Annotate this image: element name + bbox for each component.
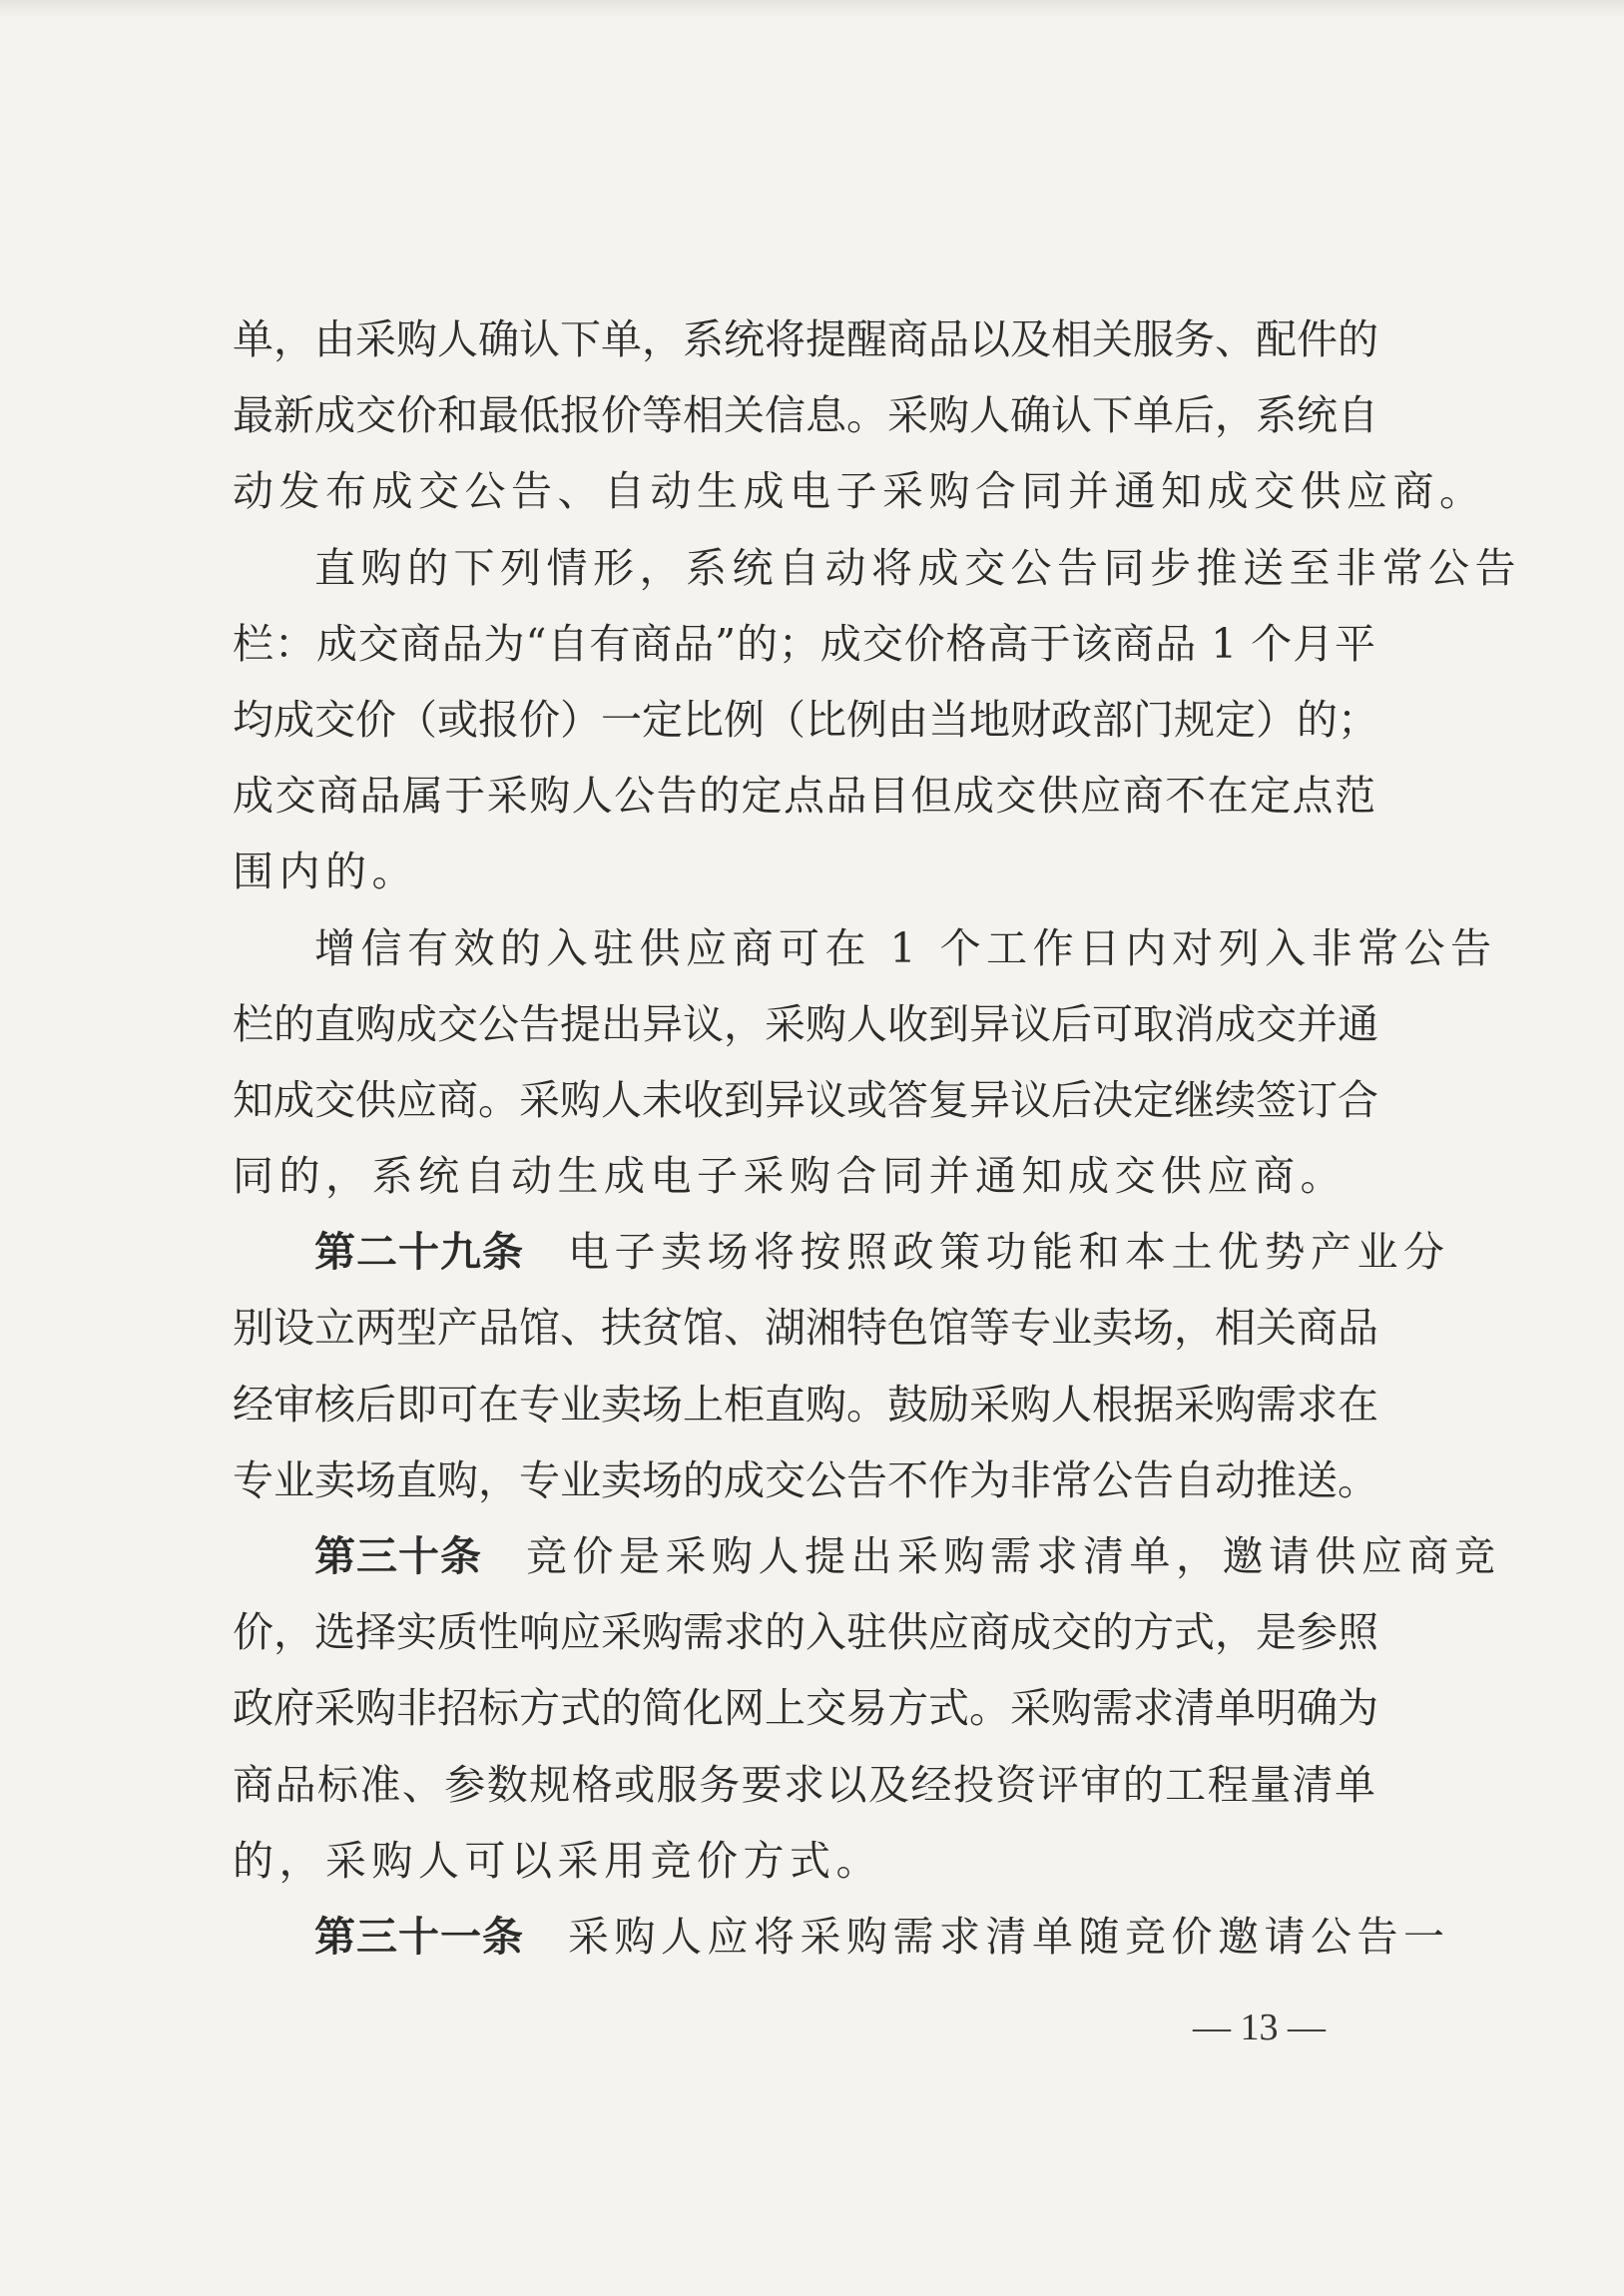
- article-heading: 第三十条: [314, 1532, 482, 1580]
- text-line: 栏：成交商品为“自有商品”的；成交价格高于该商品 1 个月平: [233, 619, 1375, 668]
- text-line: 单，由采购人确认下单，系统将提醒商品以及相关服务、配件的: [233, 315, 1378, 363]
- body-text: [233, 301, 1521, 1975]
- article-text: 竞价是采购人提出采购需求清单，邀请供应商竞: [526, 1532, 1501, 1580]
- text-line: 专业卖场直购，专业卖场的成交公告不作为非常公告自动推送。: [233, 1455, 1378, 1504]
- scan-top-edge: [0, 0, 1624, 18]
- text-line-indented: 增信有效的入驻供应商可在 1 个工作日内对列入非常公告: [314, 923, 1497, 972]
- article-line: [233, 1214, 1450, 1290]
- page-number: — 13 —: [1193, 2007, 1326, 2048]
- article-line: [233, 1899, 1450, 1975]
- text-line-indented: 直购的下列情形，系统自动将成交公告同步推送至非常公告: [314, 543, 1521, 592]
- text-line: 均成交价（或报价）一定比例（比例由当地财政部门规定）的；: [233, 695, 1378, 744]
- text-line: 动发布成交公告、自动生成电子采购合同并通知成交供应商。: [233, 467, 1486, 516]
- article-line: [233, 1518, 1501, 1594]
- text-line: 最新成交价和最低报价等相关信息。采购人确认下单后，系统自: [233, 391, 1378, 440]
- text-line: 商品标准、参数规格或服务要求以及经投资评审的工程量清单: [233, 1760, 1375, 1809]
- text-line: 栏的直购成交公告提出异议，采购人收到异议后可取消成交并通: [233, 999, 1378, 1048]
- text-line: 经审核后即可在专业卖场上柜直购。鼓励采购人根据采购需求在: [233, 1380, 1378, 1429]
- article-text: 采购人应将采购需求清单随竞价邀请公告一: [568, 1912, 1450, 1961]
- text-line: 围内的。: [233, 848, 418, 896]
- article-heading: 第二十九条: [314, 1228, 524, 1277]
- text-line: 政府采购非招标方式的简化网上交易方式。采购需求清单明确为: [233, 1684, 1378, 1733]
- text-line: 成交商品属于采购人公告的定点品目但成交供应商不在定点范: [233, 772, 1375, 821]
- article-text: 电子卖场将按照政策功能和本土优势产业分: [568, 1228, 1450, 1277]
- text-line: 知成交供应商。采购人未收到异议或答复异议后决定继续签订合: [233, 1075, 1378, 1124]
- text-line: 别设立两型产品馆、扶贫馆、湖湘特色馆等专业卖场，相关商品: [233, 1304, 1378, 1353]
- text-line: 的，采购人可以采用竞价方式。: [233, 1836, 882, 1885]
- text-line: 同的，系统自动生成电子采购合同并通知成交供应商。: [233, 1152, 1347, 1201]
- article-heading: 第三十一条: [314, 1912, 524, 1961]
- text-line: 价，选择实质性响应采购需求的入驻供应商成交的方式，是参照: [233, 1608, 1378, 1657]
